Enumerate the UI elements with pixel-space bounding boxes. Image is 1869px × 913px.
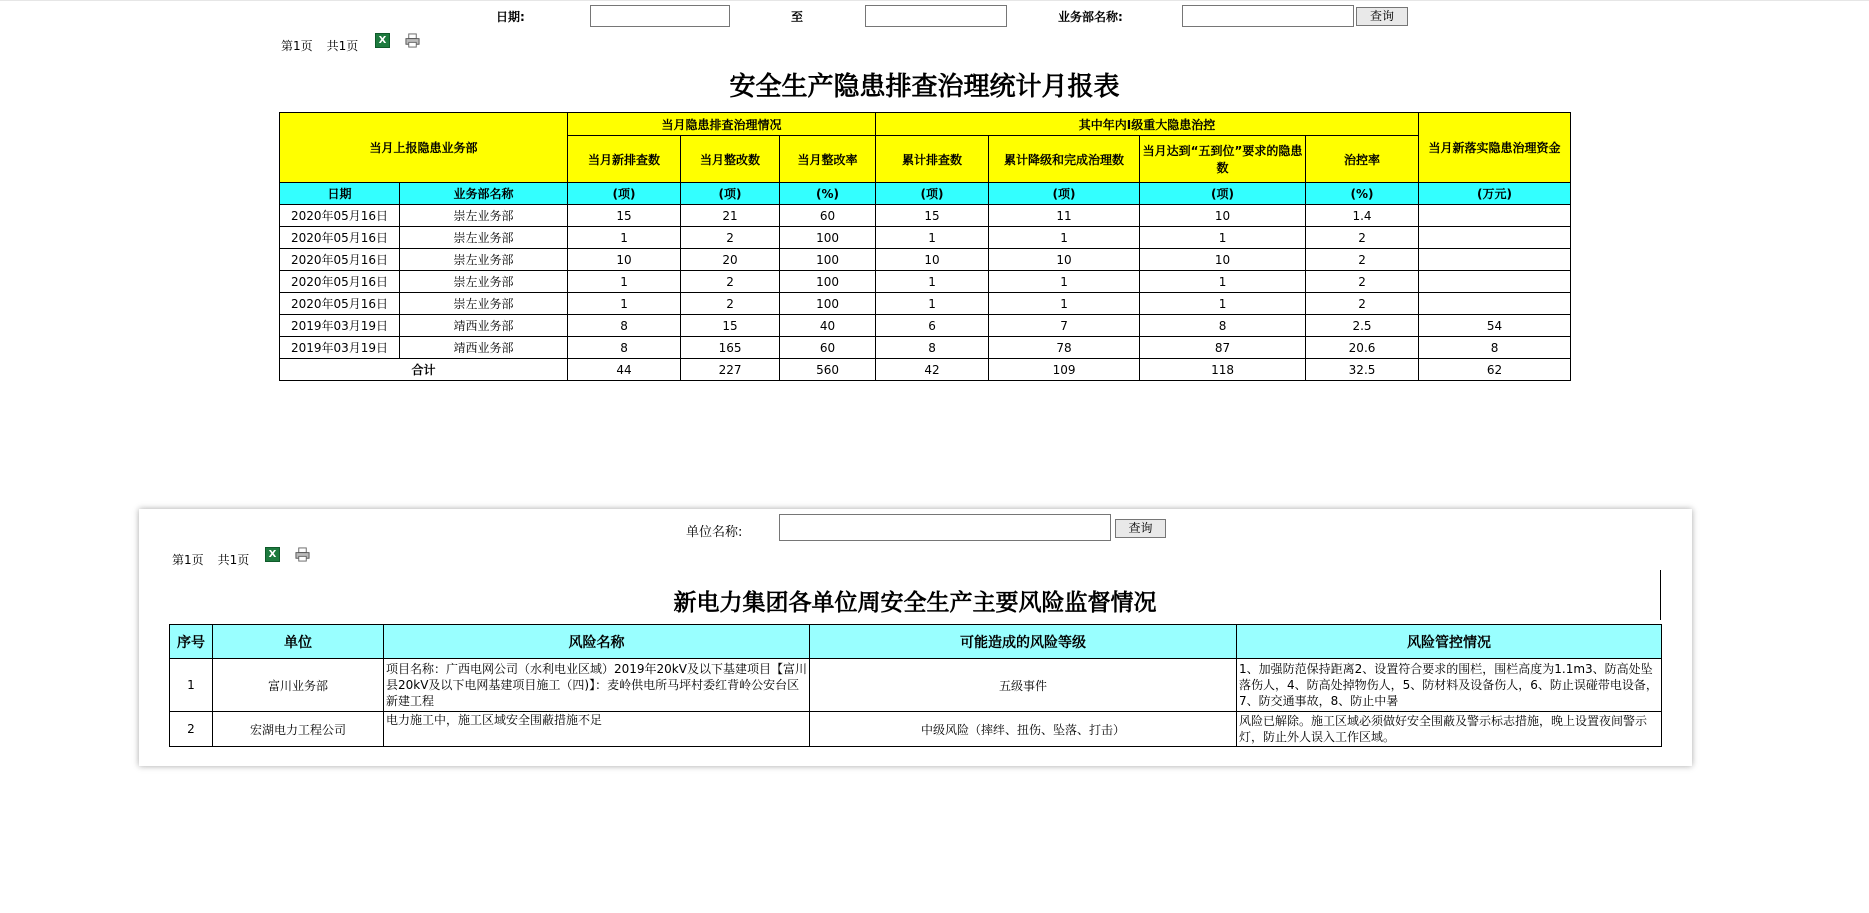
cell-date: 2020年05月16日 — [280, 293, 400, 315]
report-title: 安全生产隐患排查治理统计月报表 — [729, 72, 1120, 102]
cell-down: 78 — [989, 337, 1140, 359]
cell-down: 7 — [989, 315, 1140, 337]
header-control-rate: 治控率 — [1306, 136, 1419, 183]
date-label: 日期: — [496, 10, 525, 24]
total-row — [280, 359, 1571, 381]
total-cell: 42 — [876, 359, 989, 381]
unit-name-input[interactable] — [779, 514, 1111, 541]
cell-down: 11 — [989, 205, 1140, 227]
monthly-report-table — [279, 112, 1571, 381]
cell-cum: 15 — [876, 205, 989, 227]
cell-rate: 60 — [780, 337, 876, 359]
row-risk-name: 电力施工中，施工区域安全围蔽措施不足 — [384, 712, 810, 747]
excel-export-icon[interactable]: X — [375, 33, 390, 48]
header-risk-name: 风险名称 — [384, 625, 810, 659]
cell-ctrl: 2 — [1306, 293, 1419, 315]
table-row — [280, 205, 1571, 227]
total-cell: 32.5 — [1306, 359, 1419, 381]
cell-new: 10 — [568, 249, 681, 271]
table-row — [280, 271, 1571, 293]
top-border — [0, 0, 1869, 1]
cell-funds — [1419, 227, 1571, 249]
table-row — [280, 315, 1571, 337]
unit-percent: (%) — [780, 183, 876, 205]
total-cell: 44 — [568, 359, 681, 381]
unit-item: (项) — [568, 183, 681, 205]
header-risk-level: 可能造成的风险等级 — [810, 625, 1237, 659]
header-group-current: 当月隐患排查治理情况 — [568, 113, 876, 136]
cell-five: 8 — [1140, 315, 1306, 337]
risk-report-title: 新电力集团各单位周安全生产主要风险监督情况 — [673, 590, 1157, 616]
cell-dept: 崇左业务部 — [400, 249, 568, 271]
cell-new: 1 — [568, 271, 681, 293]
cell-rate: 100 — [780, 271, 876, 293]
cell-cum: 1 — [876, 293, 989, 315]
date-from-input[interactable] — [590, 5, 730, 27]
dept-name-input[interactable] — [1182, 5, 1354, 27]
unit-item: (项) — [1140, 183, 1306, 205]
row-no: 2 — [170, 712, 213, 747]
cell-ctrl: 2 — [1306, 249, 1419, 271]
to-label: 至 — [791, 10, 804, 24]
cell-dept: 靖西业务部 — [400, 315, 568, 337]
page-number: 第1页 — [281, 39, 313, 53]
total-cell: 560 — [780, 359, 876, 381]
row-risk-level: 五级事件 — [810, 659, 1237, 712]
row-no: 1 — [170, 659, 213, 712]
pager-top — [281, 37, 372, 54]
unit-dept: 业务部名称 — [400, 183, 568, 205]
cell-date: 2020年05月16日 — [280, 205, 400, 227]
cell-cum: 10 — [876, 249, 989, 271]
cell-down: 1 — [989, 227, 1140, 249]
cell-down: 1 — [989, 293, 1140, 315]
unit-money: (万元) — [1419, 183, 1571, 205]
unit-name-label: 单位名称: — [686, 525, 743, 540]
cell-date: 2020年05月16日 — [280, 227, 400, 249]
header-five-in-place: 当月达到“五到位”要求的隐患数 — [1140, 136, 1306, 183]
header-group-major: 其中年内Ⅰ级重大隐患治控 — [876, 113, 1419, 136]
header-new-count: 当月新排查数 — [568, 136, 681, 183]
print-icon[interactable] — [295, 547, 310, 562]
cell-five: 10 — [1140, 249, 1306, 271]
cell-rate: 100 — [780, 249, 876, 271]
row-risk-name: 项目名称：广西电网公司（水利电业区域）2019年20kV及以下基建项目【富川县20kV及以下电网基建项目施工（四)】：麦岭供电所马坪村委红背岭公安台区新建工程 — [384, 659, 810, 712]
cell-dept: 崇左业务部 — [400, 271, 568, 293]
table-row — [170, 712, 1662, 747]
table-row — [170, 659, 1662, 712]
excel-export-icon[interactable]: X — [265, 547, 280, 562]
cell-funds — [1419, 205, 1571, 227]
cell-five: 1 — [1140, 227, 1306, 249]
cell-dept: 崇左业务部 — [400, 205, 568, 227]
row-unit: 富川业务部 — [213, 659, 384, 712]
table-row — [280, 337, 1571, 359]
cell-new: 1 — [568, 293, 681, 315]
row-risk-level: 中级风险（摔绊、扭伤、坠落、打击） — [810, 712, 1237, 747]
header-cumulative: 累计排查数 — [876, 136, 989, 183]
total-cell: 227 — [681, 359, 780, 381]
header-risk-control: 风险管控情况 — [1237, 625, 1662, 659]
cell-rate: 60 — [780, 205, 876, 227]
unit-percent: (%) — [1306, 183, 1419, 205]
cell-ctrl: 20.6 — [1306, 337, 1419, 359]
cell-ctrl: 2 — [1306, 271, 1419, 293]
page-total: 共1页 — [217, 553, 250, 567]
unit-item: (项) — [681, 183, 780, 205]
cell-five: 1 — [1140, 293, 1306, 315]
cell-date: 2019年03月19日 — [280, 337, 400, 359]
table-row — [280, 293, 1571, 315]
row-risk-control: 风险已解除。施工区域必须做好安全围蔽及警示标志措施，晚上设置夜间警示灯，防止外人误入工作区域。 — [1237, 712, 1662, 747]
cell-new: 8 — [568, 337, 681, 359]
total-cell: 109 — [989, 359, 1140, 381]
cell-cum: 8 — [876, 337, 989, 359]
unit-item: (项) — [876, 183, 989, 205]
table-row — [280, 227, 1571, 249]
cell-dept: 靖西业务部 — [400, 337, 568, 359]
page-number: 第1页 — [172, 553, 204, 567]
cell-five: 87 — [1140, 337, 1306, 359]
cell-down: 10 — [989, 249, 1140, 271]
header-no: 序号 — [170, 625, 213, 659]
date-to-input[interactable] — [865, 5, 1007, 27]
cell-date: 2020年05月16日 — [280, 271, 400, 293]
cell-dept: 崇左业务部 — [400, 227, 568, 249]
header-fix-rate: 当月整改率 — [780, 136, 876, 183]
header-fixed-count: 当月整改数 — [681, 136, 780, 183]
pager-bottom — [172, 551, 263, 568]
dept-name-label: 业务部名称: — [1058, 10, 1123, 24]
header-downgraded: 累计降级和完成治理数 — [989, 136, 1140, 183]
cell-funds: 8 — [1419, 337, 1571, 359]
cell-fixed: 2 — [681, 227, 780, 249]
unit-query-button[interactable]: 查询 — [1115, 519, 1166, 538]
cell-funds — [1419, 249, 1571, 271]
cell-down: 1 — [989, 271, 1140, 293]
risk-table — [169, 624, 1662, 747]
risk-panel — [139, 509, 1692, 766]
cell-dept: 崇左业务部 — [400, 293, 568, 315]
cell-ctrl: 1.4 — [1306, 205, 1419, 227]
cell-funds — [1419, 293, 1571, 315]
cell-fixed: 20 — [681, 249, 780, 271]
row-risk-control: 1、加强防范保持距离2、设置符合要求的围栏，围栏高度为1.1m3、防高处坠落伤人，4、防高处掉物伤人，5、防材料及设备伤人，6、防止误碰带电设备，7、防交通事故，8、防止中暑 — [1237, 659, 1662, 712]
print-icon[interactable] — [405, 33, 420, 48]
cell-fixed: 21 — [681, 205, 780, 227]
cell-fixed: 165 — [681, 337, 780, 359]
cell-date: 2019年03月19日 — [280, 315, 400, 337]
cell-rate: 40 — [780, 315, 876, 337]
header-dept: 当月上报隐患业务部 — [280, 113, 568, 183]
unit-date: 日期 — [280, 183, 400, 205]
cell-five: 1 — [1140, 271, 1306, 293]
cell-fixed: 2 — [681, 293, 780, 315]
cell-five: 10 — [1140, 205, 1306, 227]
cell-funds — [1419, 271, 1571, 293]
cell-fixed: 2 — [681, 271, 780, 293]
cell-rate: 100 — [780, 227, 876, 249]
cell-funds: 54 — [1419, 315, 1571, 337]
cell-ctrl: 2.5 — [1306, 315, 1419, 337]
page-total: 共1页 — [326, 39, 359, 53]
cell-cum: 1 — [876, 271, 989, 293]
row-unit: 宏湖电力工程公司 — [213, 712, 384, 747]
cell-new: 1 — [568, 227, 681, 249]
header-unit: 单位 — [213, 625, 384, 659]
cell-cum: 6 — [876, 315, 989, 337]
cell-new: 8 — [568, 315, 681, 337]
total-cell: 62 — [1419, 359, 1571, 381]
cell-cum: 1 — [876, 227, 989, 249]
header-funds: 当月新落实隐患治理资金 — [1419, 113, 1571, 183]
cell-rate: 100 — [780, 293, 876, 315]
cell-new: 15 — [568, 205, 681, 227]
total-cell: 118 — [1140, 359, 1306, 381]
cell-date: 2020年05月16日 — [280, 249, 400, 271]
cell-fixed: 15 — [681, 315, 780, 337]
cell-ctrl: 2 — [1306, 227, 1419, 249]
total-label: 合计 — [280, 359, 568, 381]
table-row — [280, 249, 1571, 271]
query-button[interactable]: 查询 — [1356, 7, 1408, 26]
unit-item: (项) — [989, 183, 1140, 205]
